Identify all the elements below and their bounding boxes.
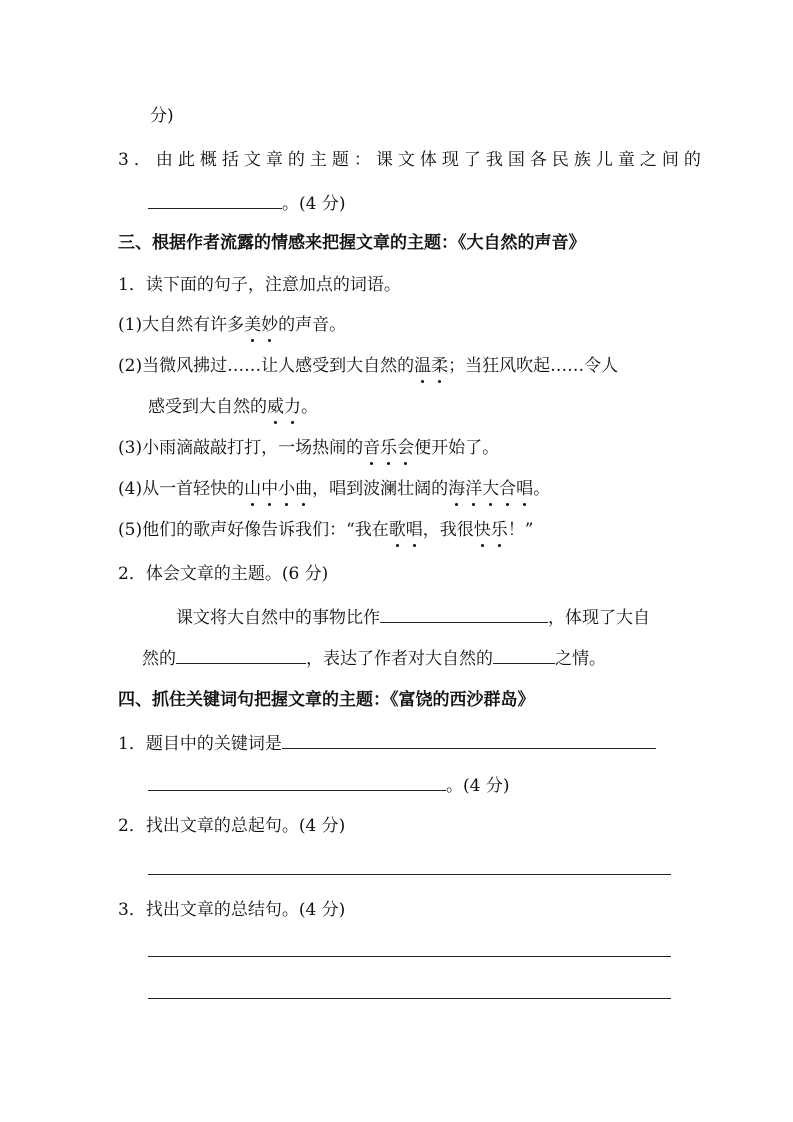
emphasis-char: 歌 [388,520,406,540]
dotted-word [414,356,448,376]
s4-q3-answer-rule-2[interactable] [148,998,671,999]
emphasis-char: 唱 [516,479,534,499]
emphasis-char: 合 [499,479,517,499]
sentence-1-part: (1)大自然有许多 [118,315,245,335]
s4-q3-answer-rule-1[interactable] [148,956,671,957]
s4-question-2 [118,814,345,840]
emphasis-char: 会 [397,438,415,458]
sentence-2b [148,395,318,421]
s4-question-3 [118,898,345,924]
emphasis-char: 乐 [490,520,508,540]
dotted-word [363,438,414,458]
s4-question-1 [118,730,656,756]
s3-q2-answer-line-2 [142,645,606,671]
sentence-2-part: ；当狂风吹起……令人 [448,356,619,376]
sentence-2-part: 。 [301,397,318,417]
sentence-2-part: (2)当微风拂过……让人感受到大自然的 [118,356,415,376]
s3-q2-a2-text: ，体现了大自 [548,608,650,628]
s2-q3-end: 。(4 分) [282,194,346,214]
dotted-word [244,479,312,499]
s3-q2-text: 2．体会文章的主题。(6 分) [118,564,329,584]
s4-q2-text: 2．找出文章的总起句。(4 分) [118,816,346,836]
emphasis-char: 海 [448,479,466,499]
sentence-2a [118,354,618,380]
s3-q2-blank-1[interactable] [380,604,548,623]
s3-q1-text: 1．读下面的句子，注意加点的词语。 [118,275,401,295]
sentence-4-part: ，唱到波澜壮阔的 [312,479,449,499]
section-3-heading [118,231,586,257]
emphasis-char: 力 [284,397,301,417]
s3-q2-b1-text: 然的 [142,649,176,669]
s4-q3-text: 3．找出文章的总结句。(4 分) [118,900,346,920]
s3-question-1 [118,273,401,299]
s4-q2-answer-rule[interactable] [148,874,671,875]
dotted-word [389,520,423,540]
s3-q2-a1-text: 课文将大自然中的事物比作 [176,608,380,628]
s4-q1-blank-2[interactable] [148,772,446,791]
emphasis-char: 山 [244,479,262,499]
emphasis-char: 洋 [465,479,483,499]
emphasis-char: 唱 [405,520,423,540]
emphasis-char: 温 [414,356,432,376]
emphasis-char: 妙 [261,315,279,335]
s3-q2-answer-line-1 [176,604,650,630]
emphasis-char: 威 [267,397,284,417]
s3-question-2 [118,562,328,588]
emphasis-char: 曲 [295,479,313,499]
section-4-heading-text: 四、抓住关键词句把握文章的主题：《富饶的西沙群岛》 [118,690,535,710]
s2-q3-blank[interactable] [148,190,282,209]
sentence-1-part: 的声音。 [278,315,347,335]
s3-q2-blank-3[interactable] [493,645,555,664]
emphasis-char: 柔 [431,356,449,376]
sentence-4-part: 。 [533,479,551,499]
sentence-5-part: ！” [507,520,534,540]
sentence-5-part: (5)他们的歌声好像告诉我们：“我在 [118,520,389,540]
sentence-2-part: 感受到大自然的 [148,397,267,417]
dotted-word [244,315,278,335]
q2-tail-text: 分) [150,106,174,126]
emphasis-char: 音 [363,438,381,458]
sentence-3 [118,436,499,462]
s3-q2-b3-text: 之情。 [555,649,606,669]
dotted-word [267,397,301,417]
s4-q1-answer-line [148,772,509,798]
emphasis-char: 美 [244,315,262,335]
dotted-word [448,479,533,499]
s2-question-3 [118,148,706,174]
sentence-1 [118,313,346,339]
emphasis-char: 乐 [380,438,398,458]
sentence-5 [118,518,533,544]
section-4-heading [118,688,535,714]
sentence-5-part: ，我很 [422,520,474,540]
s3-q2-b2-text: ，表达了作者对大自然的 [306,649,493,669]
s2-q3-answer-line [148,190,345,216]
s4-q1-end: 。(4 分) [446,776,510,796]
sentence-4 [118,477,550,503]
emphasis-char: 中 [261,479,279,499]
sentence-4-part: (4)从一首轻快的 [118,479,245,499]
section-3-heading-text: 三、根据作者流露的情感来把握文章的主题：《大自然的声音》 [118,233,586,253]
emphasis-char: 小 [278,479,296,499]
dotted-word [474,520,508,540]
emphasis-char: 大 [482,479,500,499]
s4-q1-blank-1[interactable] [282,730,656,749]
s2-q3-text: 3．由此概括文章的主题：课文体现了我国各民族儿童之间的 [118,150,706,170]
sentence-3-part: (3)小雨滴敲敲打打，一场热闹的 [118,438,364,458]
sentence-3-part: 便开始了。 [414,438,500,458]
s3-q2-blank-2[interactable] [176,645,306,664]
s4-q1-text: 1．题目中的关键词是 [118,734,282,754]
q2-tail [150,104,174,130]
emphasis-char: 快 [473,520,491,540]
